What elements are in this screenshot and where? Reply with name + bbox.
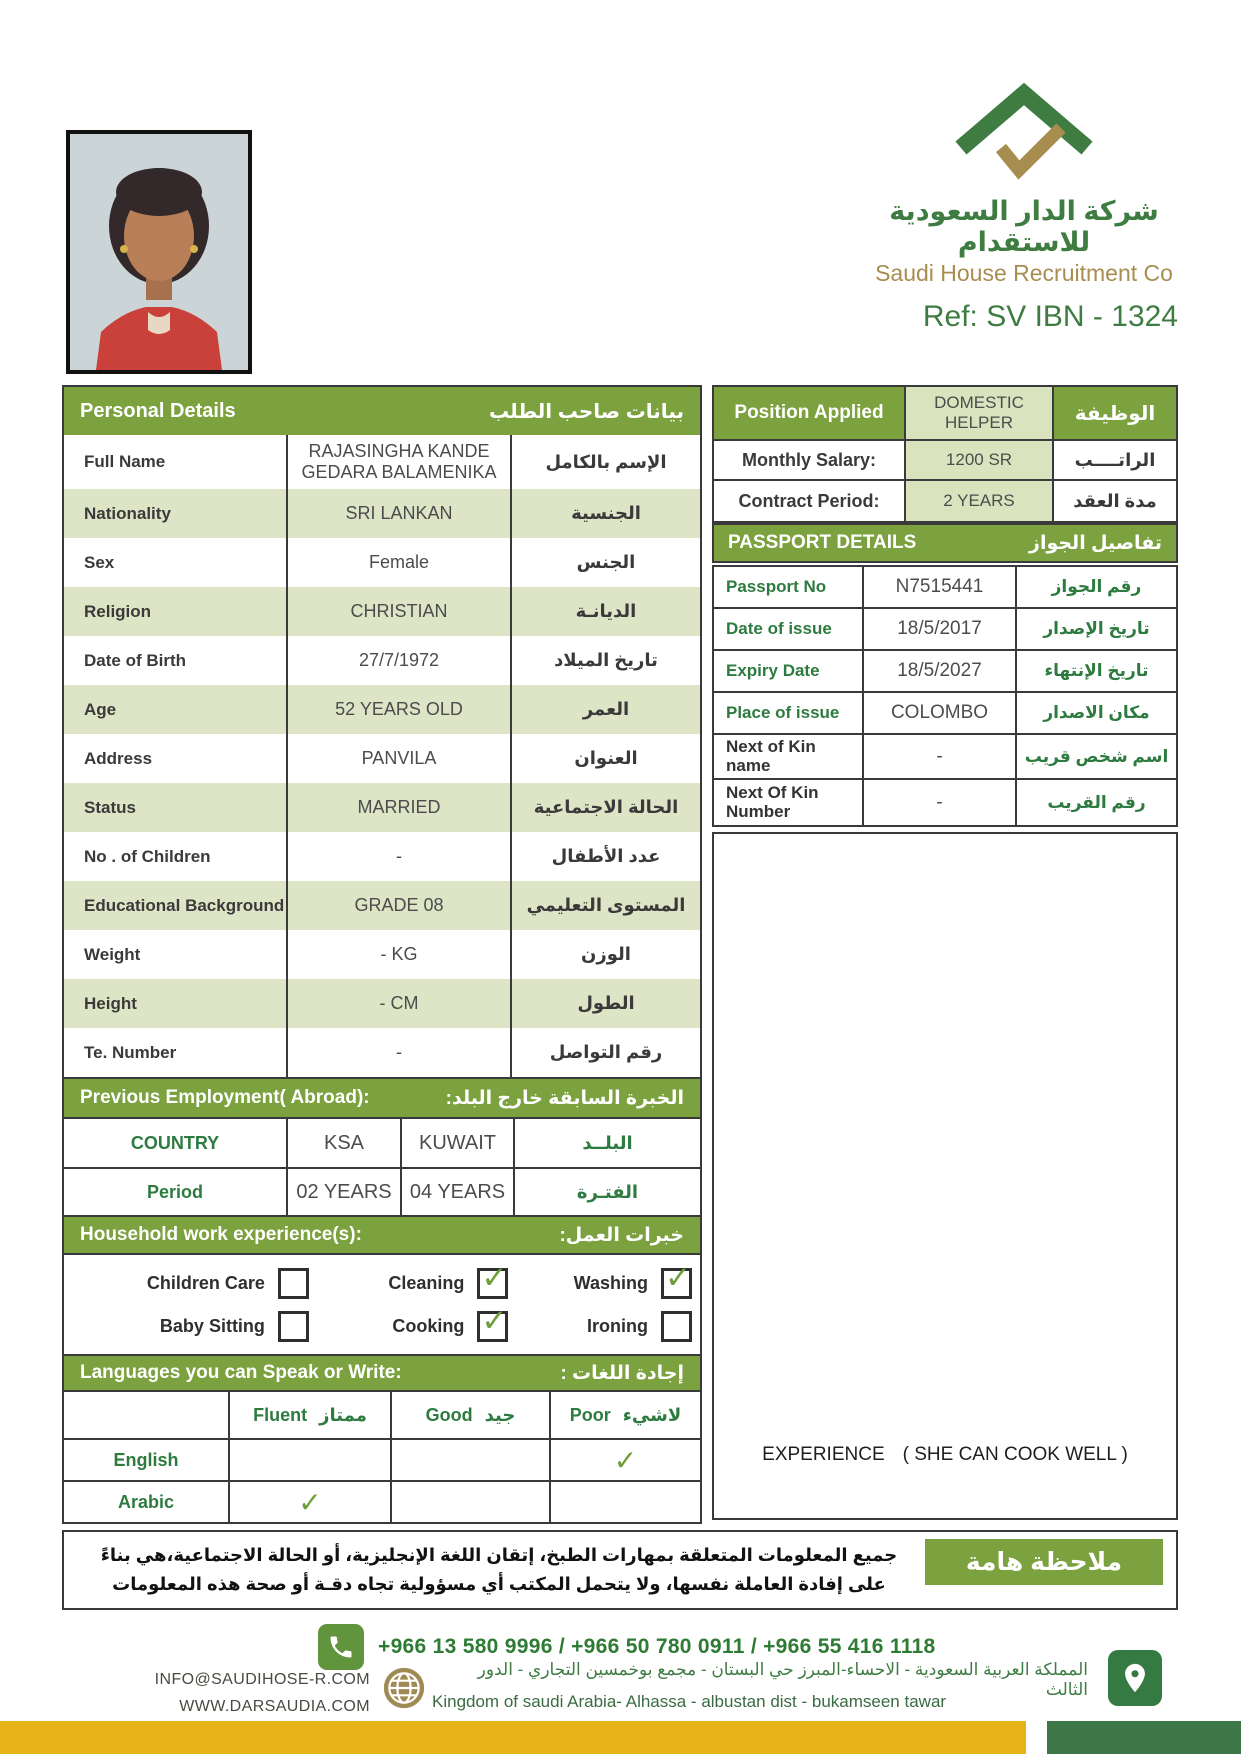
row-value: - — [288, 832, 512, 881]
language-row-english — [64, 1438, 700, 1480]
country-label: COUNTRY — [64, 1119, 288, 1167]
row-label: Next Of Kin Number — [714, 780, 864, 825]
position-label-ar: الوظيفة — [1054, 387, 1176, 439]
experience-line — [714, 1444, 1176, 1466]
arabic-fluent-mark: ✓ — [230, 1482, 392, 1522]
country-label-ar: البلــد — [582, 1132, 633, 1153]
row-label: Sex — [64, 538, 288, 587]
table-row — [64, 435, 700, 489]
level-label-ar: لاشيء — [622, 1404, 682, 1425]
row-label-ar: الإسم بالكامل — [545, 451, 667, 472]
row-value: 27/7/1972 — [288, 636, 512, 685]
row-label-ar: رقم الجواز — [1051, 577, 1142, 596]
row-label: Date of issue — [714, 609, 864, 649]
next-of-kin-number-row — [714, 780, 1176, 825]
note-line-1: جميع المعلومات المتعلقة بمهارات الطبخ، إتقان اللغة الإنجليزية، أو الحالة الاجتماعية،هي بناءً — [100, 1545, 898, 1565]
english-fluent-mark — [230, 1440, 392, 1480]
table-row — [64, 734, 700, 783]
language-levels-row — [64, 1390, 700, 1438]
row-label: Religion — [64, 587, 288, 636]
household-title-ar: خبرات العمل: — [559, 1224, 684, 1246]
company-name-english: Saudi House Recruitment Co — [875, 260, 1173, 286]
cooking-checkbox — [477, 1302, 508, 1342]
row-label-ar: الجنسية — [571, 503, 641, 523]
table-row — [64, 587, 700, 636]
important-note-box — [62, 1530, 1178, 1610]
passport-details-table — [712, 565, 1178, 827]
country-value-2: KUWAIT — [402, 1119, 515, 1167]
globe-icon — [382, 1666, 426, 1715]
row-label: Height — [64, 979, 288, 1028]
arabic-poor-mark — [551, 1482, 700, 1522]
reference-number: Ref: SV IBN - 1324 — [922, 300, 1178, 333]
row-label: Place of issue — [714, 693, 864, 733]
row-label: Age — [64, 685, 288, 734]
row-value: 18/5/2017 — [864, 609, 1017, 649]
row-value: GRADE 08 — [288, 881, 512, 930]
level-label-en: Fluent — [253, 1404, 308, 1425]
checkbox-label: Baby Sitting — [159, 1315, 265, 1336]
row-label: Next of Kin name — [714, 735, 864, 778]
level-label-en: Poor — [569, 1404, 611, 1425]
row-value: Female — [288, 538, 512, 587]
row-value: MARRIED — [288, 783, 512, 832]
salary-label: Monthly Salary: — [714, 441, 906, 479]
salary-label-ar: الراتــــب — [1074, 449, 1156, 470]
check-mark-icon: ✓ — [481, 1302, 508, 1338]
household-item-children-care — [72, 1268, 309, 1299]
languages-header — [64, 1354, 700, 1390]
level-label-ar: جيد — [484, 1404, 516, 1425]
applicant-portrait-image — [70, 134, 248, 370]
row-label-ar: تاريخ الإصدار — [1043, 619, 1150, 638]
table-row — [64, 930, 700, 979]
position-label: Position Applied — [714, 387, 906, 439]
row-label-ar: اسم شخص قريب — [1024, 746, 1169, 766]
checkbox-row — [72, 1302, 692, 1342]
row-label-ar: الحالة الاجتماعية — [533, 797, 679, 817]
row-label-ar: العنوان — [574, 748, 638, 768]
position-table — [712, 385, 1178, 523]
row-value: 52 YEARS OLD — [288, 685, 512, 734]
level-label-ar: ممتاز — [319, 1404, 367, 1425]
footer-gold-bar — [0, 1721, 1026, 1754]
company-brand — [824, 82, 1224, 287]
experience-label: EXPERIENCE — [762, 1444, 885, 1465]
previous-employment-title-en: Previous Employment( Abroad): — [80, 1087, 370, 1108]
household-item-washing — [508, 1259, 692, 1299]
table-row — [64, 489, 700, 538]
cleaning-checkbox — [477, 1259, 508, 1299]
address-english: Kingdom of saudi Arabia- Alhassa - albustan dist - bukamseen tawar — [432, 1692, 947, 1711]
passport-title-ar: تفاصيل الجواز — [1029, 532, 1162, 554]
row-value: N7515441 — [864, 567, 1017, 607]
personal-details-header — [64, 387, 700, 435]
row-value: 18/5/2027 — [864, 651, 1017, 691]
row-label-ar: الطول — [577, 993, 635, 1013]
household-item-cleaning — [309, 1259, 508, 1299]
row-label: Passport No — [714, 567, 864, 607]
position-value: DOMESTIC HELPER — [906, 387, 1054, 439]
expiry-date-row — [714, 651, 1176, 693]
previous-employment-header — [64, 1077, 700, 1117]
monthly-salary-row — [714, 441, 1176, 481]
children-care-checkbox — [278, 1268, 309, 1299]
row-label-ar: العمر — [582, 699, 630, 719]
next-of-kin-name-row — [714, 735, 1176, 780]
row-value: - — [864, 780, 1017, 825]
language-name: Arabic — [64, 1482, 230, 1522]
email-address: INFO@SAUDIHOSE-R.COM — [154, 1671, 370, 1688]
table-row — [64, 538, 700, 587]
important-note-title: ملاحظة هامة — [925, 1539, 1163, 1585]
checkbox-label: Washing — [573, 1272, 648, 1293]
ironing-checkbox — [661, 1311, 692, 1342]
language-level-good — [392, 1392, 551, 1438]
contract-label-ar: مدة العقد — [1073, 490, 1157, 511]
place-of-issue-row — [714, 693, 1176, 735]
row-value: - — [864, 735, 1017, 778]
contract-period-row — [714, 481, 1176, 521]
position-applied-row — [714, 387, 1176, 441]
row-label: Address — [64, 734, 288, 783]
row-value: - — [288, 1028, 512, 1077]
applicant-photo — [66, 130, 252, 374]
languages-title-ar: إجادة اللغات : — [560, 1362, 684, 1384]
period-value-1: 02 YEARS — [288, 1169, 402, 1215]
row-label-ar: مكان الاصدار — [1043, 703, 1150, 722]
language-row-arabic — [64, 1480, 700, 1522]
household-checkbox-area — [64, 1253, 700, 1354]
language-level-fluent — [230, 1392, 392, 1438]
table-row — [64, 685, 700, 734]
note-line-2: على إفادة العاملة نفسها، ولا يتحمل المكتب أي مسؤولية تجاه دقـة أو صحة هذه المعلومات — [112, 1573, 886, 1594]
checkbox-label: Children Care — [146, 1272, 265, 1293]
website-url: WWW.DARSAUDIA.COM — [179, 1698, 370, 1715]
address-arabic: المملكة العربية السعودية - الاحساء-المبرز حي البستان - مجمع بوخمسين التجاري - الدور الثالث — [477, 1660, 1088, 1699]
country-value-1: KSA — [288, 1119, 402, 1167]
personal-details-title-ar: بيانات صاحب الطلب — [488, 400, 684, 423]
languages-title-en: Languages you can Speak or Write: — [80, 1362, 402, 1383]
row-label-ar: تاريخ الإنتهاء — [1044, 661, 1149, 680]
row-value: - CM — [288, 979, 512, 1028]
phone-numbers: +966 13 580 9996 / +966 50 780 0911 / +966 55 416 1118 — [378, 1635, 936, 1658]
language-name: English — [64, 1440, 230, 1480]
table-row — [64, 636, 700, 685]
row-label: Status — [64, 783, 288, 832]
personal-details-table — [62, 385, 702, 1524]
row-value: SRI LANKAN — [288, 489, 512, 538]
row-label-ar: الديانـة — [575, 601, 637, 621]
passport-no-row — [714, 567, 1176, 609]
row-label-ar: الوزن — [581, 944, 631, 964]
experience-note-box — [712, 832, 1178, 1520]
checkbox-label: Cooking — [392, 1315, 465, 1336]
company-logo-icon — [949, 82, 1099, 182]
row-value: - KG — [288, 930, 512, 979]
level-label-en: Good — [425, 1404, 473, 1425]
company-name-arabic: شركة الدار السعودية للاستقدام — [889, 196, 1159, 257]
row-label: Full Name — [64, 435, 288, 489]
language-empty-cell — [64, 1392, 230, 1438]
row-label-ar: رقم التواصل — [549, 1042, 663, 1062]
washing-checkbox — [661, 1259, 692, 1299]
english-poor-mark: ✓ — [613, 1444, 638, 1476]
household-title-en: Household work experience(s): — [80, 1224, 362, 1245]
period-label: Period — [64, 1169, 288, 1215]
household-item-ironing — [508, 1311, 692, 1342]
row-value: PANVILA — [288, 734, 512, 783]
row-label: Date of Birth — [64, 636, 288, 685]
household-item-cooking — [309, 1302, 508, 1342]
experience-value: ( SHE CAN COOK WELL ) — [902, 1444, 1128, 1465]
table-row — [64, 832, 700, 881]
row-label: Te. Number — [64, 1028, 288, 1077]
period-row — [64, 1167, 700, 1215]
row-label: Nationality — [64, 489, 288, 538]
row-label: Expiry Date — [714, 651, 864, 691]
table-row — [64, 783, 700, 832]
row-label-ar: المستوى التعليمي — [526, 895, 686, 915]
row-value: COLOMBO — [864, 693, 1017, 733]
row-label: No . of Children — [64, 832, 288, 881]
check-mark-icon: ✓ — [481, 1259, 508, 1295]
table-row — [64, 979, 700, 1028]
checkbox-row — [72, 1259, 692, 1299]
row-label-ar: عدد الأطفال — [551, 846, 661, 866]
row-label-ar: الجنس — [576, 552, 636, 572]
row-value: RAJASINGHA KANDE GEDARA BALAMENIKA — [288, 435, 512, 489]
email-website-block — [70, 1666, 370, 1720]
household-experience-header — [64, 1215, 700, 1253]
check-mark-icon: ✓ — [664, 1259, 691, 1295]
period-label-ar: الفتـرة — [576, 1181, 639, 1202]
language-level-poor — [551, 1392, 700, 1438]
row-label: Weight — [64, 930, 288, 979]
row-label: Educational Background — [64, 881, 288, 930]
passport-title-en: PASSPORT DETAILS — [728, 532, 917, 553]
contract-value: 2 YEARS — [906, 481, 1054, 521]
table-row — [64, 881, 700, 930]
row-label-ar: تاريخ الميلاد — [554, 650, 658, 670]
period-value-2: 04 YEARS — [402, 1169, 515, 1215]
household-item-baby-sitting — [72, 1311, 309, 1342]
personal-details-title-en: Personal Details — [80, 399, 236, 422]
arabic-good-mark — [392, 1482, 551, 1522]
footer-green-bar — [1047, 1721, 1241, 1754]
row-value: CHRISTIAN — [288, 587, 512, 636]
baby-sitting-checkbox — [278, 1311, 309, 1342]
location-pin-icon — [1108, 1650, 1162, 1706]
table-row — [64, 1028, 700, 1077]
checkbox-label: Cleaning — [388, 1272, 465, 1293]
important-note-text — [90, 1541, 908, 1599]
passport-details-header — [712, 523, 1178, 563]
previous-employment-title-ar: الخبرة السابقة خارج البلد: — [445, 1087, 684, 1109]
row-label-ar: رقم القريب — [1047, 792, 1146, 812]
english-good-mark — [392, 1440, 551, 1480]
phone-icon — [318, 1624, 364, 1670]
salary-value: 1200 SR — [906, 441, 1054, 479]
checkbox-label: Ironing — [586, 1315, 648, 1336]
country-row — [64, 1117, 700, 1167]
contract-label: Contract Period: — [714, 481, 906, 521]
date-of-issue-row — [714, 609, 1176, 651]
